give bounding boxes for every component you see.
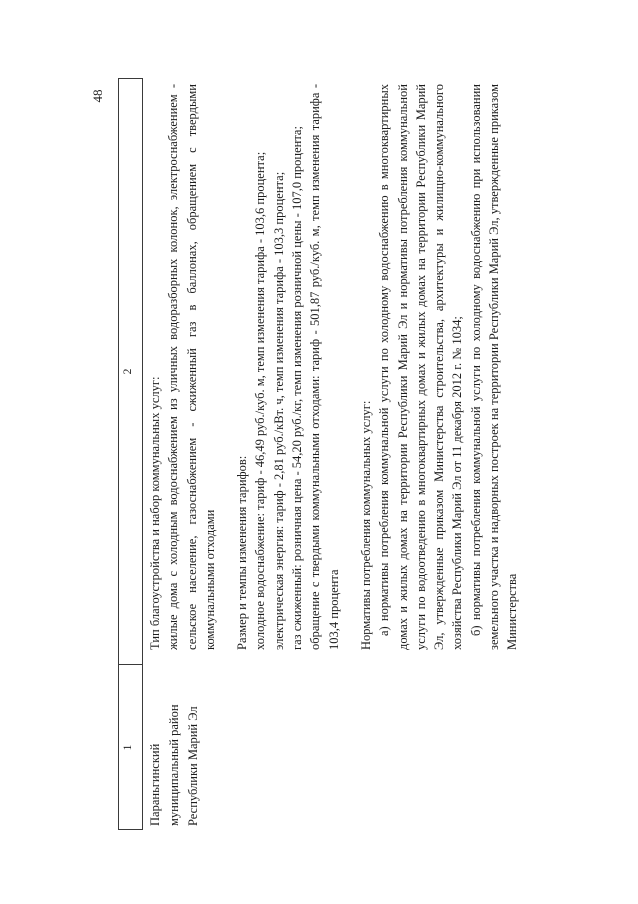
rotated-table <box>118 78 618 830</box>
table-header-rule <box>142 78 143 830</box>
column-header-1: 1 <box>122 744 134 751</box>
amenities-description: жилые дома с холодным водоснабжением из уличных водоразборных колонок, электроснабжением - сельское население, газоснабжением - сжиженный газ в баллонах, обращением с твердыми коммунальными отходами <box>166 84 217 650</box>
section-heading-norms: Нормативы потребления коммунальных услуг: <box>358 400 373 650</box>
norms-item-a: а) нормативы потребления коммунальной услуги по холодному водоснабжению в многоквартирных домах и жилых домах на территории Республики Марий Эл и нормативы потребления коммунальной услуги по водоотведению в многоквартирных домах и жилых домах на территории Республики Марий Эл, утвержденные приказом Министерства строительства, архитектуры и жилищно-коммунального хозяйства Республики Марий Эл от 11 декабря 2012 г. № 1034; <box>377 84 465 650</box>
tariff-liquefied-gas: газ сжиженный: розничная цена - 54,20 руб./кг, темп изменения розничной цены - 107,0 процента; <box>290 126 305 650</box>
district-line: муниципальный район <box>167 704 181 826</box>
services-cell <box>146 84 522 650</box>
tariff-electricity: электрическая энергия: тариф - 2,81 руб./кВт. ч, темп изменения тарифа - 103,3 процента; <box>271 171 286 650</box>
page-number: 48 <box>90 89 105 103</box>
norms-item-b: б) нормативы потребления коммунальной услуги по холодному водоснабжению при использовании земельного участка и надворных построек на территории Республики Марий Эл, утвержденные приказом Министерства <box>468 84 520 650</box>
table-top-rule <box>118 78 119 830</box>
district-line: Параньгинский <box>148 743 162 826</box>
district-cell <box>146 670 203 826</box>
section-heading-amenities: Тип благоустройства и набор коммунальных услуг: <box>148 376 162 650</box>
column-header-2: 2 <box>122 368 134 375</box>
tariff-solid-waste: обращение с твердыми коммунальными отходами: тариф - 501,87 руб./куб. м, темп изменения тарифа - 103,4 процента <box>308 84 341 650</box>
section-heading-tariffs: Размер и темпы изменения тарифов: <box>235 455 250 650</box>
tariff-cold-water: холодное водоснабжение: тариф - 46,49 руб./куб. м, темп изменения тарифа - 103,6 процента; <box>253 151 268 650</box>
district-line: Республики Марий Эл <box>186 706 200 826</box>
